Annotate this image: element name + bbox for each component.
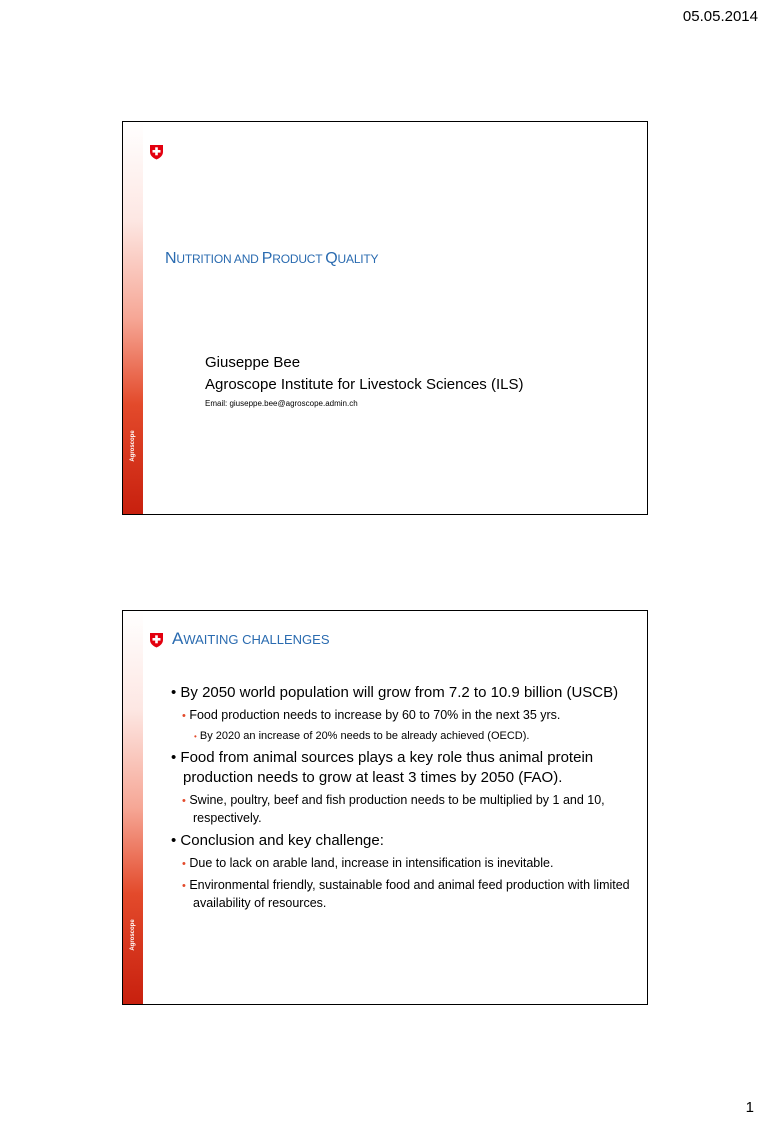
agroscope-vertical-label: Agroscope (130, 430, 136, 462)
bullet-level-2: • Food production needs to increase by 60 to 70% in the next 35 yrs. (182, 708, 561, 722)
slide-heading: AWAITING CHALLENGES (172, 629, 330, 648)
author-institute: Agroscope Institute for Livestock Sciences (ILS) (205, 376, 524, 393)
bullet-level-1: • Food from animal sources plays a key role thus animal protein production needs to grow at least 3 times by 2050 (FAO). (171, 749, 594, 786)
bullet-level-1: • Conclusion and key challenge: (171, 832, 384, 849)
agroscope-vertical-label: Agroscope (130, 919, 136, 951)
agroscope-sidebar (123, 611, 143, 1004)
swiss-shield-icon (149, 144, 164, 160)
bullet-level-2: • Swine, poultry, beef and fish production needs to be multiplied by 1 and 10, respectively. (182, 793, 605, 825)
bullet-level-1: • By 2050 world population will grow from 7.2 to 10.9 billion (USCB) (171, 684, 619, 701)
author-email: Email: giuseppe.bee@agroscope.admin.ch (205, 399, 358, 408)
agroscope-sidebar (123, 122, 143, 514)
author-block (205, 352, 523, 410)
print-date: 05.05.2014 (682, 8, 758, 25)
slide-title-heading: NUTRITION AND PRODUCT QUALITY (165, 250, 379, 267)
bullet-level-2: • Environmental friendly, sustainable food and animal feed production with limited availability of resources. (182, 878, 630, 910)
swiss-shield-icon (149, 632, 164, 648)
page-number: 1 (745, 1099, 754, 1116)
bullet-level-2: • Due to lack on arable land, increase in intensification is inevitable. (182, 856, 554, 870)
author-name: Giuseppe Bee (205, 354, 301, 371)
bullet-list (171, 683, 633, 916)
slide-awaiting-challenges (122, 610, 648, 1005)
bullet-level-3: • By 2020 an increase of 20% needs to be already achieved (OECD). (194, 730, 530, 742)
slide-title (122, 121, 648, 515)
